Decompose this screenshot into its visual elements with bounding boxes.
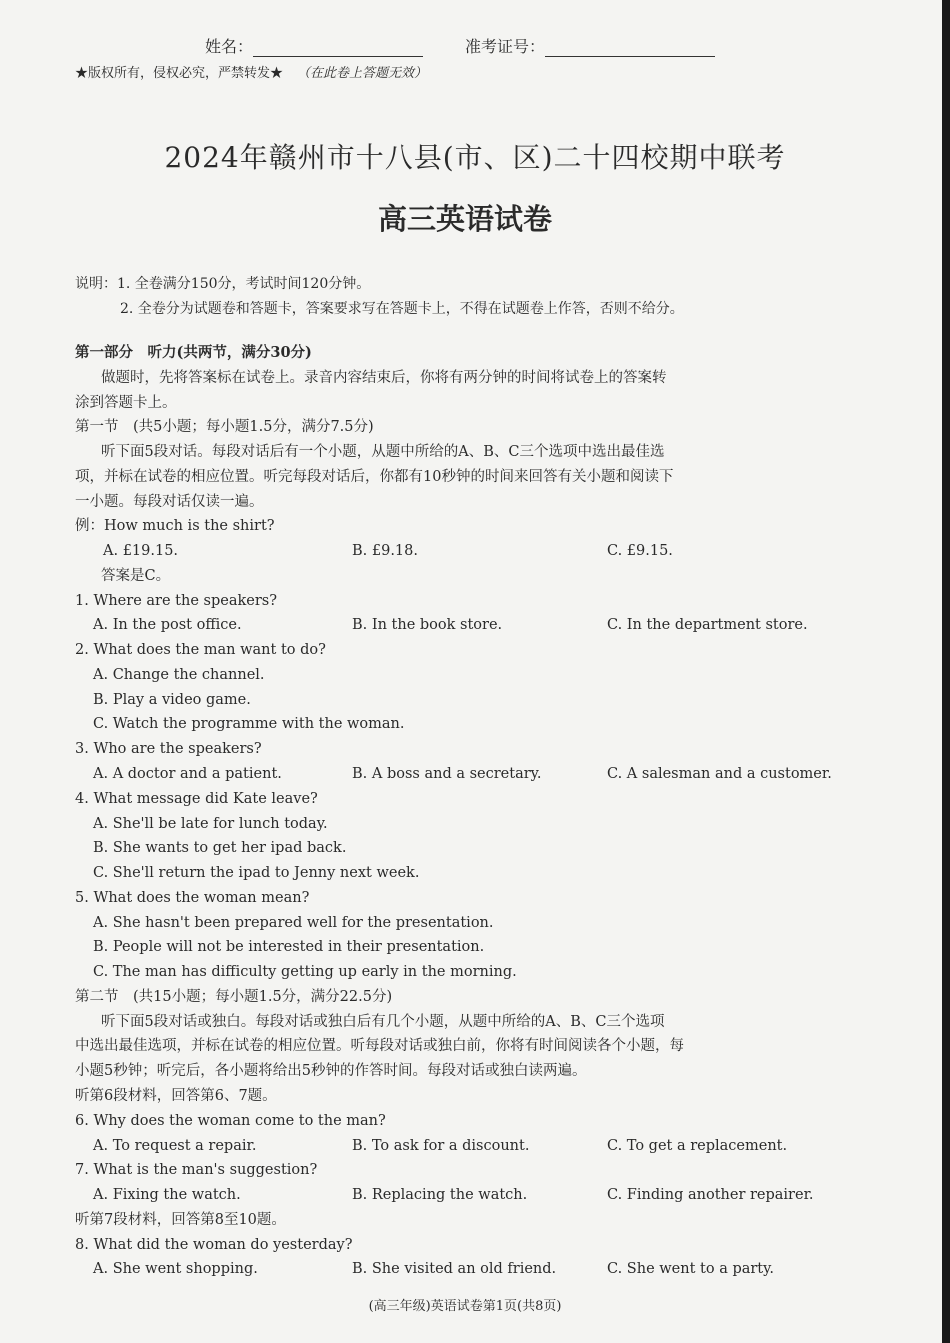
answer-option: B. People will not be interested in their presentation.: [93, 939, 485, 956]
answer-option: A. She hasn't been prepared well for the presentation.: [93, 914, 494, 931]
page-footer: (高三年级)英语试卷第1页(共8页): [368, 1299, 562, 1314]
text-line: 涂到答题卡上。: [75, 394, 177, 411]
exam-body: [75, 341, 865, 1282]
paragraph: 做题时，先将答案标在试卷上。录音内容结束后，你将有两分钟的时间将试卷上的答案转: [101, 369, 667, 386]
text-line: 项，并标在试卷的相应位置。听完每段对话后，你都有10秒钟的时间来回答有关小题和阅读下: [75, 468, 674, 485]
option-row: [75, 539, 865, 564]
question: 6. Why does the woman come to the man?: [75, 1112, 386, 1129]
id-blank: [545, 40, 715, 57]
name-label: 姓名：: [205, 37, 254, 56]
answer-option: A. To request a repair.: [93, 1137, 257, 1154]
scan-edge: [942, 0, 950, 1343]
option-row: [75, 1257, 865, 1282]
copyright: ★版权所有，侵权必究，严禁转发★: [75, 66, 284, 81]
question: 5. What does the woman mean?: [75, 889, 310, 906]
option-row: [75, 762, 865, 787]
question: 8. What did the woman do yesterday?: [75, 1236, 353, 1253]
exam-subtitle: 高三英语试卷: [377, 202, 552, 236]
text-line: 例：How much is the shirt?: [75, 518, 275, 535]
answer-option: C. A salesman and a customer.: [607, 766, 832, 783]
name-blank: [253, 40, 423, 57]
answer-option: A. She went shopping.: [93, 1261, 258, 1278]
text-line: 第二节 (共15小题；每小题1.5分，满分22.5分): [75, 988, 393, 1005]
answer-option: C. Watch the programme with the woman.: [93, 716, 405, 733]
exam-title: 2024年赣州市十八县(市、区)二十四校期中联考: [164, 141, 786, 174]
answer-option: C. She went to a party.: [607, 1261, 775, 1278]
invalid-note: （在此卷上答题无效）: [297, 66, 428, 81]
option-row: [75, 1183, 865, 1208]
answer-option: A. Fixing the watch.: [93, 1187, 241, 1204]
answer-option: B. Play a video game.: [93, 691, 251, 708]
answer-option: B. To ask for a discount.: [352, 1137, 530, 1154]
instruction-2: 2. 全卷分为试题卷和答题卡，答案要求写在答题卡上，不得在试题卷上作答，否则不给分。: [120, 300, 684, 317]
question: 7. What is the man's suggestion?: [75, 1162, 318, 1179]
text-line: 一小题。每段对话仅读一遍。: [75, 493, 264, 510]
answer-option: A. A doctor and a patient.: [93, 766, 282, 783]
answer-option: C. To get a replacement.: [607, 1137, 788, 1154]
text-line: 第一节 (共5小题；每小题1.5分，满分7.5分): [75, 419, 374, 436]
answer-option: B. She wants to get her ipad back.: [93, 840, 347, 857]
paragraph: 答案是C。: [101, 567, 171, 584]
answer-option: B. A boss and a secretary.: [352, 766, 542, 783]
answer-option: B. £9.18.: [352, 543, 418, 560]
option-row: [75, 1134, 865, 1159]
answer-option: C. £9.15.: [607, 543, 673, 560]
text-line: 听第7段材料，回答第8至10题。: [75, 1211, 286, 1228]
text-line: 听第6段材料，回答第6、7题。: [75, 1087, 277, 1104]
section-heading: 第一部分 听力(共两节，满分30分): [75, 344, 312, 361]
instruction-1: 说明：1. 全卷满分150分，考试时间120分钟。: [75, 276, 371, 292]
answer-option: A. Change the channel.: [93, 666, 265, 683]
paragraph: 听下面5段对话。每段对话后有一个小题，从题中所给的A、B、C三个选项中选出最佳选: [101, 444, 665, 461]
answer-option: A. She'll be late for lunch today.: [93, 815, 328, 832]
copyright-line: [75, 62, 427, 81]
answer-option: C. Finding another repairer.: [607, 1187, 814, 1204]
question: 1. Where are the speakers?: [75, 592, 277, 609]
paragraph: 听下面5段对话或独白。每段对话或独白后有几个小题，从题中所给的A、B、C三个选项: [101, 1013, 665, 1030]
option-row: [75, 613, 865, 638]
answer-option: A. In the post office.: [93, 617, 242, 634]
id-label: 准考证号：: [465, 37, 546, 56]
question: 2. What does the man want to do?: [75, 642, 326, 659]
text-line: 中选出最佳选项，并标在试卷的相应位置。听每段对话或独白前，你将有时间阅读各个小题，每: [75, 1038, 684, 1055]
question: 4. What message did Kate leave?: [75, 790, 318, 807]
answer-option: B. Replacing the watch.: [352, 1187, 528, 1204]
text-line: 小题5秒钟；听完后，各小题将给出5秒钟的作答时间。每段对话或独白读两遍。: [75, 1063, 587, 1080]
candidate-info: [205, 34, 757, 57]
answer-option: C. In the department store.: [607, 617, 808, 634]
answer-option: C. The man has difficulty getting up early in the morning.: [93, 964, 517, 981]
answer-option: A. £19.15.: [103, 543, 179, 560]
instructions: [75, 272, 684, 322]
answer-option: B. In the book store.: [352, 617, 503, 634]
answer-option: C. She'll return the ipad to Jenny next week.: [93, 865, 420, 882]
question: 3. Who are the speakers?: [75, 741, 262, 758]
answer-option: B. She visited an old friend.: [352, 1261, 557, 1278]
